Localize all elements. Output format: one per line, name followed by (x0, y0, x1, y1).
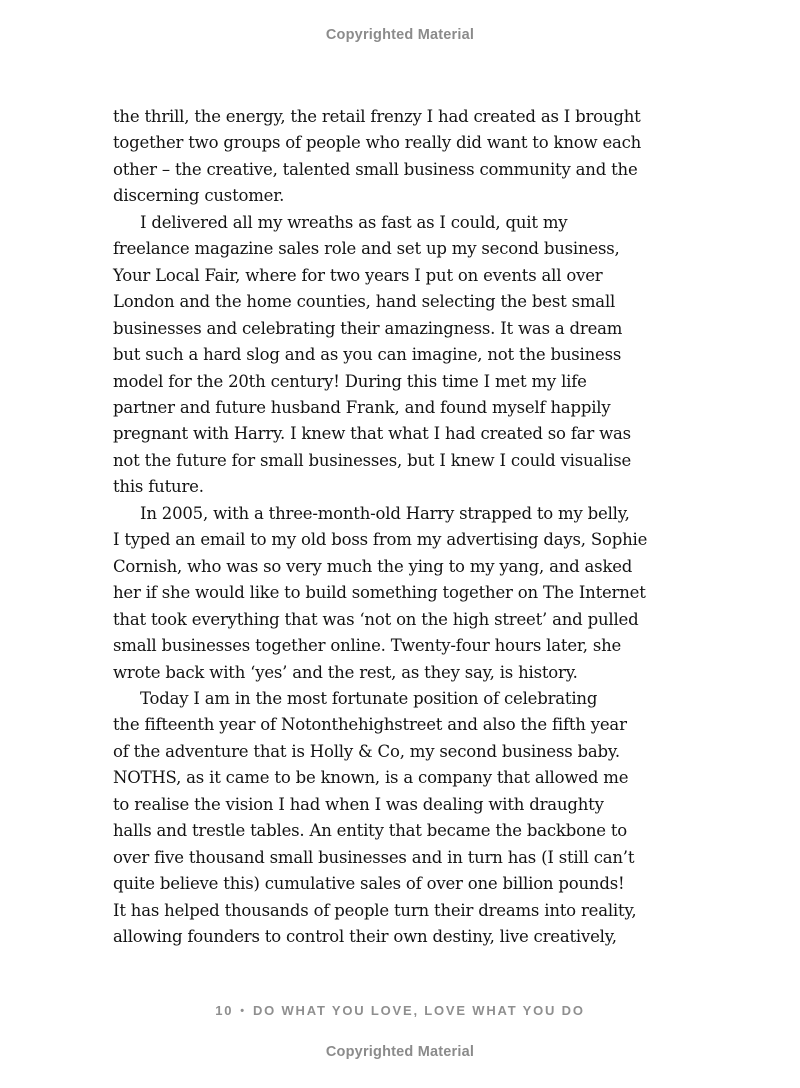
text-line: to realise the vision I had when I was dealing with draughty (113, 794, 604, 814)
text-line: Your Local Fair, where for two years I put on events all over (113, 265, 603, 285)
text-line: the thrill, the energy, the retail frenzy I had created as I brought (113, 107, 641, 126)
paragraph (113, 104, 691, 210)
copyright-notice-bottom: Copyrighted Material (325, 1044, 475, 1060)
paragraph (113, 210, 691, 501)
text-line: Cornish, who was so very much the ying to my yang, and asked (113, 556, 633, 576)
text-line: the fifteenth year of Notonthehighstreet and also the fifth year (113, 715, 627, 735)
text-line: other – the creative, talented small business community and the (113, 159, 638, 179)
text-line: small businesses together online. Twenty-four hours later, she (113, 636, 622, 656)
text-line: I delivered all my wreaths as fast as I could, quit my (140, 212, 568, 232)
text-line: allowing founders to control their own destiny, live creatively, (113, 927, 617, 947)
text-line: NOTHS, as it came to be known, is a company that allowed me (113, 768, 629, 788)
text-line: over five thousand small businesses and in turn has (I still can’t (113, 847, 635, 867)
running-title: DO WHAT YOU LOVE, LOVE WHAT YOU DO (252, 1003, 585, 1018)
text-line: that took everything that was ‘not on the high street’ and pulled (113, 609, 639, 629)
page-body (113, 104, 691, 951)
text-line: discerning customer. (113, 186, 285, 206)
text-line: but such a hard slog and as you can imagine, not the business (113, 345, 622, 365)
running-footer (0, 1003, 800, 1018)
text-line: quite believe this) cumulative sales of over one billion pounds! (113, 874, 625, 894)
text-line: of the adventure that is Holly & Co, my second business baby. (113, 741, 620, 761)
text-line: pregnant with Harry. I knew that what I had created so far was (113, 424, 631, 444)
text-line: halls and trestle tables. An entity that became the backbone to (113, 821, 628, 841)
text-line: It has helped thousands of people turn their dreams into reality, (113, 900, 637, 920)
text-line: London and the home counties, hand selecting the best small (113, 292, 616, 312)
text-line: model for the 20th century! During this time I met my life (113, 371, 587, 391)
text-line: wrote back with ‘yes’ and the rest, as they say, is history. (113, 662, 578, 682)
text-line: not the future for small businesses, but I knew I could visualise (113, 450, 632, 470)
footer-bullet-separator: • (240, 1005, 246, 1017)
text-line: her if she would like to build something together on The Internet (113, 583, 646, 603)
text-line: together two groups of people who really did want to know each (113, 133, 642, 153)
text-line: this future. (113, 477, 204, 497)
text-line: freelance magazine sales role and set up my second business, (113, 239, 620, 259)
text-line: In 2005, with a three-month-old Harry strapped to my belly, (140, 503, 630, 523)
text-line: I typed an email to my old boss from my advertising days, Sophie (113, 530, 648, 550)
paragraph (113, 501, 691, 686)
text-line: businesses and celebrating their amazingness. It was a dream (113, 318, 623, 338)
page-number: 10 (215, 1003, 234, 1018)
text-line: Today I am in the most fortunate position of celebrating (140, 688, 598, 708)
copyright-notice-top: Copyrighted Material (325, 27, 475, 43)
paragraph (113, 686, 691, 951)
text-line: partner and future husband Frank, and found myself happily (113, 397, 611, 417)
